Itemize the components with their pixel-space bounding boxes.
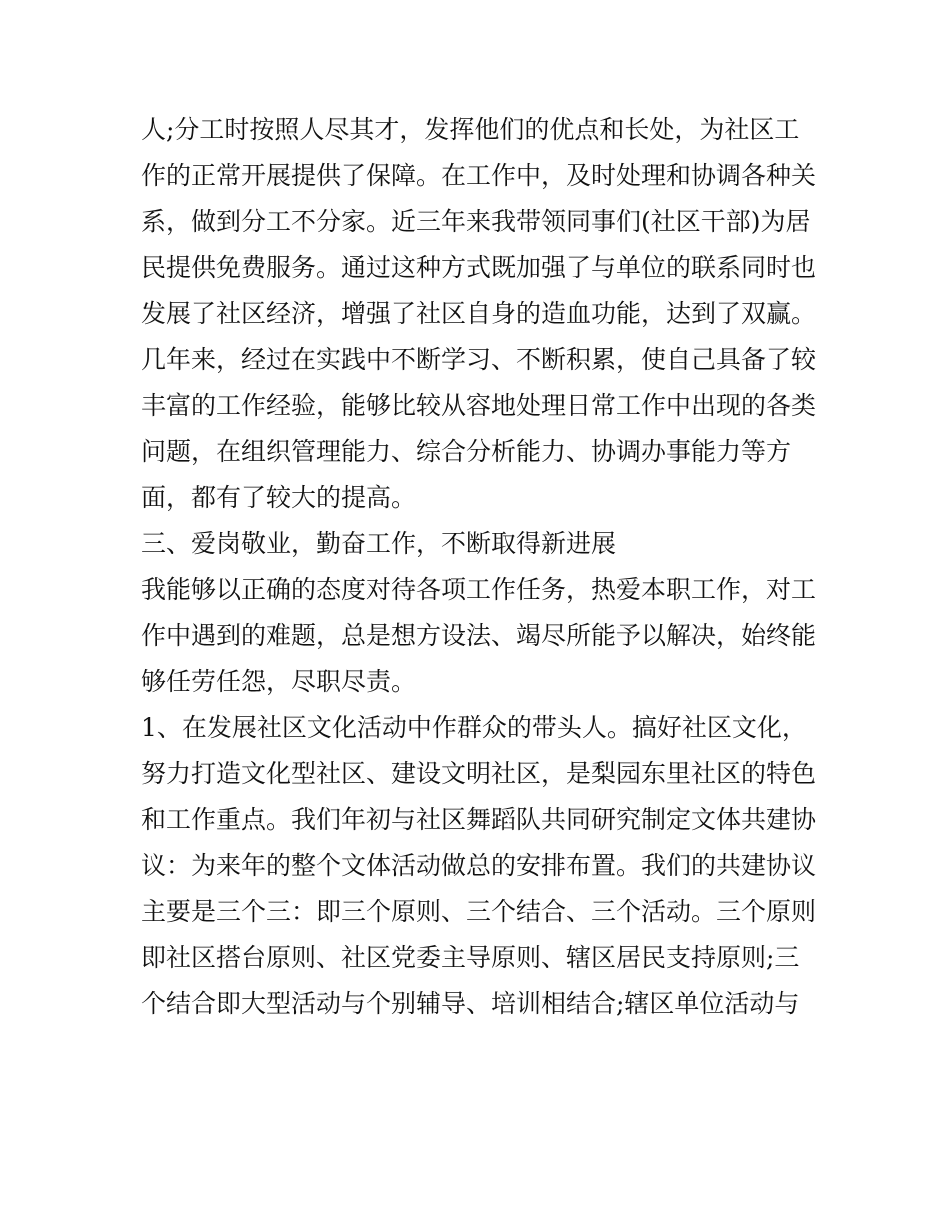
text-line: 民提供免费服务。通过这种方式既加强了与单位的联系同时也	[141, 253, 817, 282]
text-line: 人;分工时按照人尽其才，发挥他们的优点和长处，为社区工	[141, 115, 800, 144]
text-line: 努力打造文化型社区、建设文明社区，是梨园东里社区的特色	[141, 759, 817, 788]
text-line: 几年来，经过在实践中不断学习、不断积累，使自己具备了较	[141, 345, 817, 374]
text-line: 个结合即大型活动与个别辅导、培训相结合;辖区单位活动与	[141, 989, 800, 1018]
text-line: 即社区搭台原则、社区党委主导原则、辖区居民支持原则;三	[141, 943, 800, 972]
text-line: 发展了社区经济，增强了社区自身的造血功能，达到了双赢。	[141, 299, 817, 328]
text-line: 1、在发展社区文化活动中作群众的带头人。搞好社区文化，	[141, 713, 807, 742]
text-line: 作中遇到的难题，总是想方设法、竭尽所能予以解决，始终能	[141, 621, 817, 650]
text-line: 系，做到分工不分家。近三年来我带领同事们(社区干部)为居	[141, 207, 811, 236]
section-heading: 三、爱岗敬业，勤奋工作，不断取得新进展	[141, 529, 617, 558]
text-line: 主要是三个三：即三个原则、三个结合、三个活动。三个原则	[141, 897, 817, 926]
text-line: 问题，在组织管理能力、综合分析能力、协调办事能力等方	[141, 437, 792, 466]
text-line: 议：为来年的整个文体活动做总的安排布置。我们的共建协议	[141, 851, 817, 880]
text-line: 面，都有了较大的提高。	[141, 483, 417, 512]
text-line: 作的正常开展提供了保障。在工作中，及时处理和协调各种关	[141, 161, 817, 190]
text-line: 够任劳任怨，尽职尽责。	[141, 667, 417, 696]
text-line: 我能够以正确的态度对待各项工作任务，热爱本职工作，对工	[141, 575, 817, 604]
text-line: 和工作重点。我们年初与社区舞蹈队共同研究制定文体共建协	[141, 805, 817, 834]
text-line: 丰富的工作经验，能够比较从容地处理日常工作中出现的各类	[141, 391, 817, 420]
